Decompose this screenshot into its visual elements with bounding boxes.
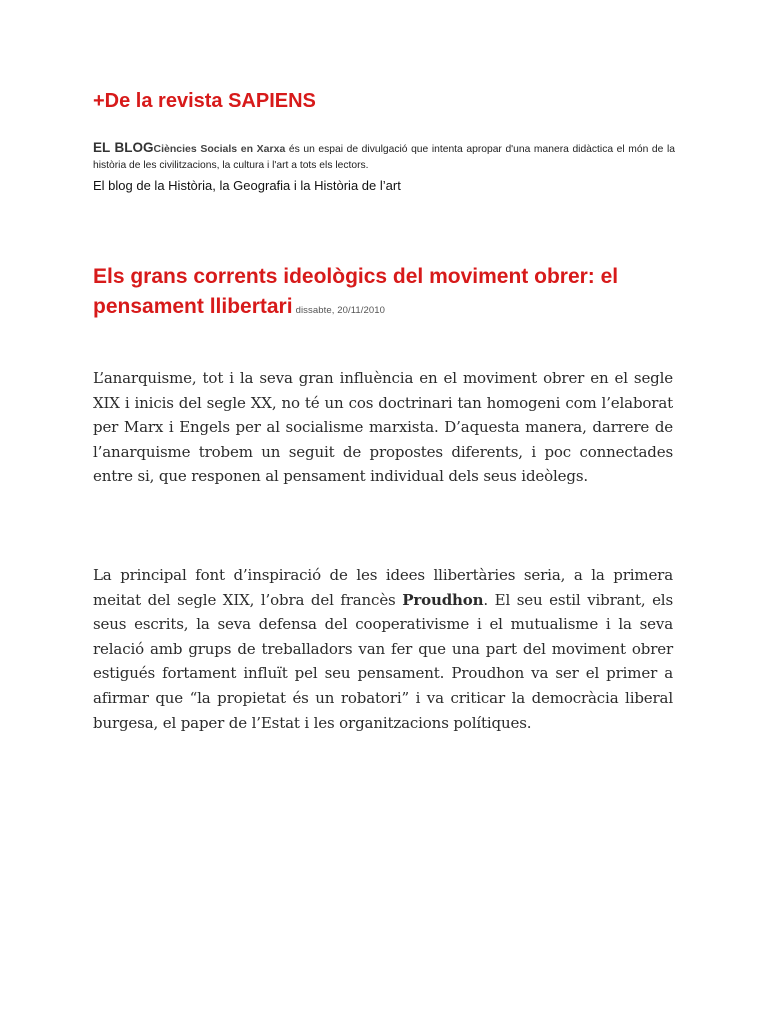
article-title-block: [93, 262, 675, 326]
blog-description: és un espai de divulgació que intenta apropar d'una manera didàctica el món de la història de les civilitzacions, la cultura i l'art a tots els lectors.: [93, 144, 675, 171]
blog-description-line: [93, 140, 675, 174]
proudhon-name: Proudhon: [402, 590, 484, 609]
article-paragraph-1: L’anarquisme, tot i la seva gran influència en el moviment obrer en el segle XIX i inicis del segle XX, no té un cos doctrinari tan homogeni com l’elaborat per Marx i Engels per al socialisme marxista. D’aquesta manera, darrere de l’anarquisme trobem un seguit de propostes diferents, i poc connectades entre si, que responen al pensament individual dels seus ideòlegs.: [93, 369, 673, 486]
paragraph-2-text-end: . El seu estil vibrant, els seus escrits, la seva defensa del cooperativisme i el mutualisme i la seva relació amb grups de treballadors van fer que una part del moviment obrer estigués fortament influït pel seu pensament. Proudhon va ser el primer a afirmar que “la propietat és un robatori” i va criticar la democràcia liberal burgesa, el paper de l’Estat i les organitzacions polítiques.: [93, 590, 673, 732]
source-heading: +De la revista SAPIENS: [93, 90, 316, 112]
blog-subtitle: El blog de la Història, la Geografia i la Història de l’art: [93, 178, 401, 193]
paragraph-2-text-start: La principal font d’inspiració de les idees llibertàries seria, a la primera meitat del segle XIX, l’obra del francès: [93, 566, 673, 609]
article-paragraph-2: [93, 563, 673, 735]
blog-intro: [93, 140, 675, 194]
article-date: dissabte, 20/11/2010: [295, 305, 386, 316]
article-title: Els grans corrents ideològics del moviment obrer: el pensament llibertari: [93, 265, 619, 318]
blog-name: Ciències Socials en Xarxa: [153, 143, 286, 155]
blog-tag: EL BLOG: [93, 140, 154, 155]
